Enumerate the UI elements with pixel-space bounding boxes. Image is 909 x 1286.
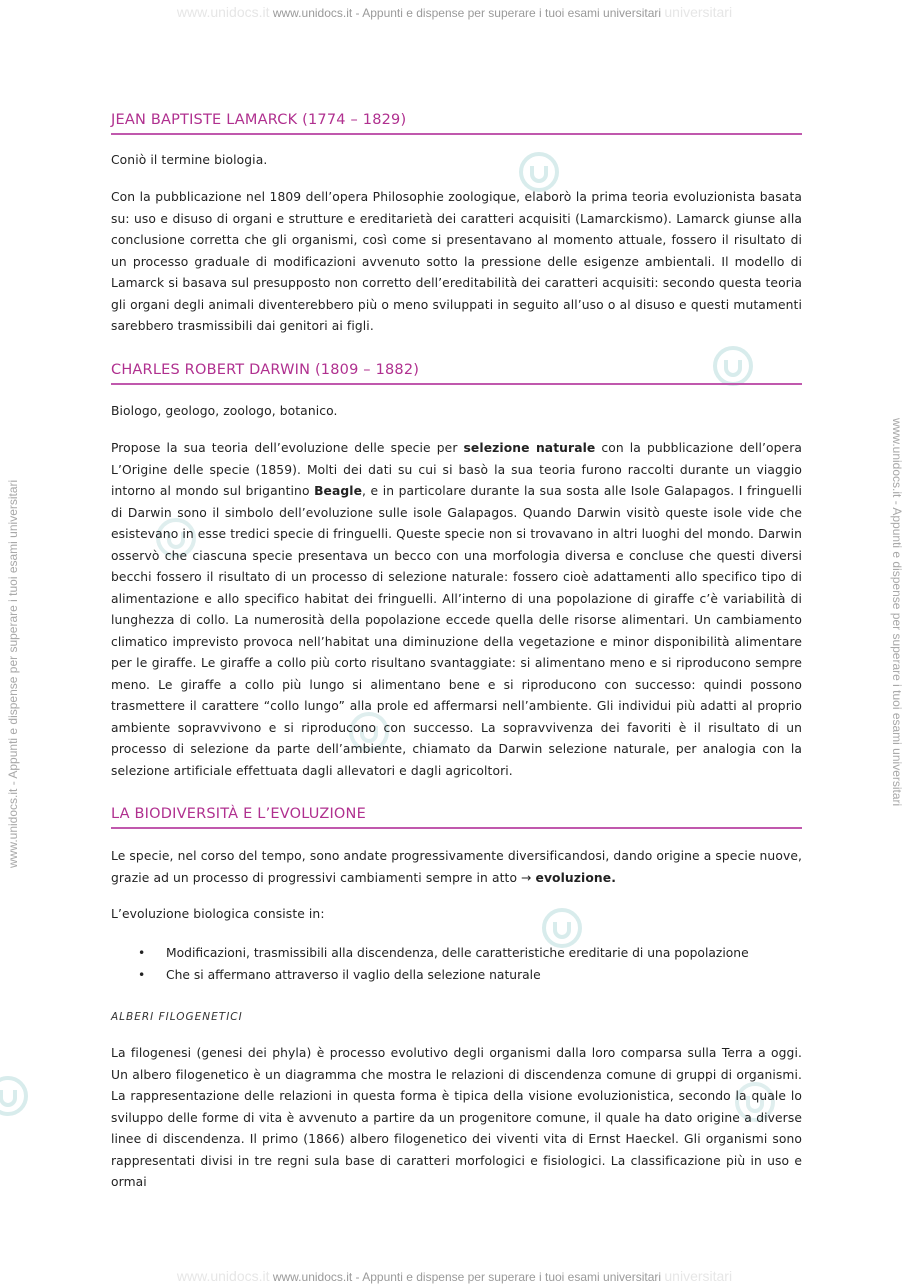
footer-watermark	[0, 1268, 909, 1284]
section-heading-biodiversita: LA BIODIVERSITÀ E L’EVOLUZIONE	[111, 806, 802, 829]
biodiversita-paragraph	[111, 846, 802, 889]
lamarck-paragraph: Con la pubblicazione nel 1809 dell’opera Philosophie zoologique, elaborò la prima teoria evoluzionista basata su: uso e disuso di organi e strutture e ereditarietà dei caratteri acquisiti (Lamarckismo). Lamarck giunse alla conclusione corretta che gli organismi, così come si presentavano al momento attuale, fossero il risultato di un processo graduale di modificazioni avvenuto sotto la pressione delle esigenze ambientali. Il modello di Lamarck si basava sul presupposto non corretto dell’ereditabilità dei caratteri acquisiti: secondo questa teoria gli organi degli animali diventerebbero più o meno sviluppati in seguito all’uso o al disuso e questi mutamenti sarebbero trasmissibili dai genitori ai figli.	[111, 190, 802, 333]
bullet-icon: •	[138, 946, 146, 960]
footer-ghost-left: www.unidocs.it	[176, 1268, 270, 1284]
subsection-heading-alberi: ALBERI FILOGENETICI	[111, 1011, 243, 1023]
darwin-intro: Biologo, geologo, zoologo, botanico.	[111, 404, 338, 418]
darwin-paragraph	[111, 438, 802, 782]
darwin-bold-beagle: Beagle	[314, 484, 363, 498]
arrow-icon: →	[521, 870, 532, 885]
left-side-watermark: www.unidocs.it - Appunti e dispense per superare i tuoi esami universitari	[6, 479, 20, 868]
lamarck-intro: Coniò il termine biologia.	[111, 153, 268, 167]
biodiversita-bold-evoluzione: evoluzione	[535, 870, 612, 885]
section-heading-lamarck: JEAN BAPTISTE LAMARCK (1774 – 1829)	[111, 112, 802, 135]
list-item	[111, 964, 802, 986]
footer-ghost-right: universitari	[664, 1268, 733, 1284]
evoluzione-bullet-list	[111, 942, 802, 986]
list-item	[111, 942, 802, 964]
biodiversita-text-1: Le specie, nel corso del tempo, sono andate progressivamente diversificandosi, dando origine a specie nuove, grazie ad un processo di progressivi cambiamenti sempre in atto	[111, 849, 802, 885]
header-watermark	[0, 4, 909, 20]
evoluzione-list-intro: L’evoluzione biologica consiste in:	[111, 907, 325, 921]
header-ghost-left: www.unidocs.it	[176, 4, 270, 20]
darwin-bold-selezione: selezione naturale	[463, 441, 596, 455]
darwin-text-2: con la pubblicazione dell’opera L’Origine delle specie (1859). Molti dei dati su cui si basò la sua teoria furono raccolti durante un viaggio intorno al mondo sul brigantino	[111, 441, 802, 498]
header-ghost-right: universitari	[664, 4, 733, 20]
list-item-text: Modificazioni, trasmissibili alla discendenza, delle caratteristiche ereditarie di una popolazione	[166, 946, 749, 960]
alberi-paragraph: La filogenesi (genesi dei phyla) è processo evolutivo degli organismi dalla loro comparsa sulla Terra a oggi. Un albero filogenetico è un diagramma che mostra le relazioni di discendenza comune di gruppi di organismi. La rappresentazione delle relazioni in questa forma è tipica della visione evoluzionistica, secondo la quale lo sviluppo delle forme di vita è avvenuto a partire da un progenitore comune, il quale ha dato origine a diverse linee di discendenza. Il primo (1866) albero filogenetico dei viventi vita di Ernst Haeckel. Gli organismi sono rappresentati divisi in tre regni sula base di caratteri morfologici e fisiologici. La classificazione più in uso e ormai	[111, 1046, 802, 1189]
bullet-icon: •	[138, 968, 146, 982]
footer-watermark-text: www.unidocs.it - Appunti e dispense per superare i tuoi esami universitari	[272, 1270, 662, 1284]
darwin-text-3: , e in particolare durante la sua sosta alle Isole Galapagos. I fringuelli di Darwin sono il simbolo dell’evoluzione sulle isole Galapagos. Quando Darwin visitò queste isole vide che esistevano in esse tredici specie di fringuelli. Queste specie non si trovavano in altri luoghi del mondo. Darwin osservò che ciascuna specie presentava un becco con una morfologia diversa e concluse che questi diversi becchi fossero il risultato di un processo di selezione naturale: fossero cioè adattamenti allo specifico tipo di alimentazione e allo specifico habitat dei fringuelli. All’interno di una popolazione di giraffe c’è variabilità di lunghezza di collo. La numerosità della popolazione eccede quella delle risorse alimentari. Un cambiamento climatico imprevisto provoca nell’habitat una diminuzione della vegetazione e minor disponibilità alimentare per le giraffe. Le giraffe a collo più corto risultano svantaggiate: si alimentano meno e si riproducono sempre meno. Le giraffe a collo più lungo si alimentano bene e si riproducono con successo: quindi possono trasmettere il carattere “collo lungo” alla prole ed affermarsi nell’ambiente. Gli individui più adatti al proprio ambiente sopravvivono e si riproducono con successo. La sopravvivenza dei favoriti è il risultato di un processo di selezione da parte dell’ambiente, chiamato da Darwin selezione naturale, per analogia con la selezione artificiale effettuata dagli allevatori e dagli agricoltori.	[111, 484, 802, 778]
header-watermark-text: www.unidocs.it - Appunti e dispense per superare i tuoi esami universitari	[272, 6, 662, 20]
darwin-text-1: Propose la sua teoria dell’evoluzione delle specie per	[111, 441, 464, 455]
list-item-text: Che si affermano attraverso il vaglio della selezione naturale	[166, 968, 541, 982]
section-heading-darwin: CHARLES ROBERT DARWIN (1809 – 1882)	[111, 362, 802, 385]
right-side-watermark: www.unidocs.it - Appunti e dispense per superare i tuoi esami universitari	[890, 418, 904, 807]
biodiversita-text-end: .	[611, 870, 616, 885]
unidocs-logo-icon	[0, 1074, 30, 1118]
